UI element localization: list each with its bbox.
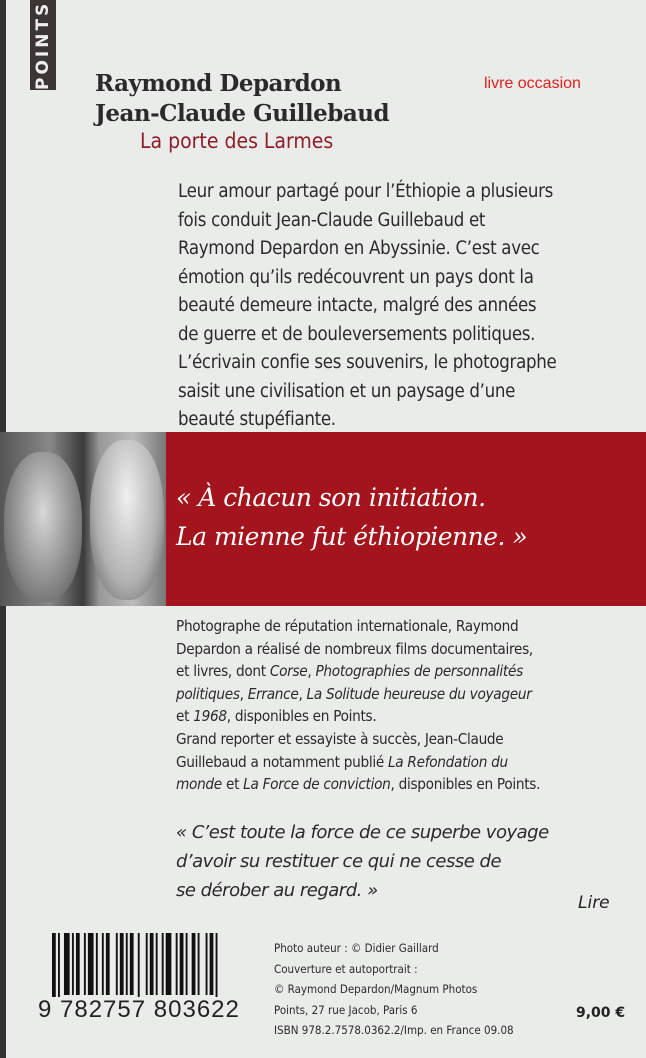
barcode-bar: [206, 933, 208, 995]
barcode-bar: [162, 933, 164, 995]
author-bio: [176, 615, 540, 796]
barcode-bar: [116, 933, 118, 995]
bio-text: ,: [307, 662, 316, 681]
pull-quote: [176, 478, 527, 556]
press-review: [176, 818, 549, 905]
bio-line: [176, 728, 540, 751]
barcode-bar: [130, 933, 134, 995]
barcode-bar: [64, 933, 70, 995]
blurb-line: saisit une civilisation et un paysage d’une: [178, 380, 516, 402]
barcode-bar: [84, 933, 86, 995]
barcode-bar: [72, 933, 74, 995]
blurb-line: beauté stupéfiante.: [178, 409, 336, 430]
barcode-bar: [88, 933, 94, 995]
credits: [274, 938, 514, 1041]
blurb-line: L’écrivain confie ses souvenirs, le photographe: [178, 352, 557, 373]
credit-line: Couverture et autoportrait :: [274, 961, 418, 976]
barcode-bar: [180, 933, 184, 995]
review-line: se dérober au regard. »: [176, 880, 378, 901]
blurb-line: émotion qu’ils redécouvrent un pays dont la: [178, 266, 534, 288]
barcode-bar: [102, 933, 104, 995]
bio-text: et livres, dont: [176, 662, 270, 681]
book-title-ref: La Solitude heureuse du voyageur: [306, 684, 532, 703]
book-title-ref: Photographies de personnalités: [315, 662, 523, 681]
used-book-label: livre occasion: [484, 75, 581, 92]
bio-text: et: [176, 707, 194, 726]
barcode-bar: [198, 933, 200, 995]
review-line: « C’est toute la force de ce superbe voyage: [176, 822, 549, 843]
author-name: Raymond Depardon: [95, 70, 342, 97]
barcode-bar: [106, 933, 110, 995]
author-name: Jean-Claude Guillebaud: [95, 100, 390, 127]
quote-line: « À chacun son initiation.: [176, 483, 486, 512]
review-line: d’avoir su restituer ce qui ne cesse de: [176, 851, 502, 872]
bio-text: Guillebaud a notamment publié: [176, 752, 388, 771]
bio-text: Depardon a réalisé de nombreux films documentaires,: [176, 639, 533, 658]
book-title-ref: La Force de conviction: [243, 775, 391, 794]
barcode-bar: [120, 933, 124, 995]
review-source: Lire: [578, 893, 610, 913]
isbn-line: ISBN 978.2.7578.0362.2/Imp. en France 09.08: [274, 1023, 514, 1037]
blurb-line: Leur amour partagé pour l’Éthiopie a plusieurs: [178, 181, 554, 202]
barcode-bar: [52, 933, 56, 997]
author-photo-depardon: [4, 452, 82, 602]
book-title-ref: monde: [176, 775, 222, 794]
book-title-ref: 1968: [193, 707, 227, 726]
barcode-bar: [210, 933, 214, 995]
barcode-bar: [192, 933, 196, 995]
bio-line: [176, 773, 540, 796]
bio-text: ,: [239, 684, 248, 703]
credit-line: Points, 27 rue Jacob, Paris 6: [274, 1002, 418, 1017]
barcode-bar: [156, 933, 158, 995]
blurb-line: Raymond Depardon en Abyssinie. C’est avec: [178, 238, 540, 259]
barcode-bar: [138, 933, 140, 997]
bio-line: [176, 638, 540, 661]
bio-line: [176, 705, 540, 728]
bio-text: et: [221, 775, 244, 794]
barcode-bar: [126, 933, 128, 995]
price: 9,00 €: [576, 1005, 626, 1021]
bio-text: , disponibles en Points.: [390, 775, 541, 794]
barcode-number: 9 782757 803622: [38, 996, 240, 1023]
bio-text: , disponibles en Points.: [226, 707, 377, 726]
publisher-logo: POINTS: [30, 0, 56, 90]
credit-line: © Raymond Depardon/Magnum Photos: [274, 982, 478, 996]
blurb-line: de guerre et de bouleversements politiques.: [178, 323, 536, 345]
barcode-bar: [76, 933, 80, 995]
barcode-bar: [166, 933, 172, 995]
bio-line: [176, 660, 540, 683]
barcode-bar: [96, 933, 98, 995]
bio-text: Grand reporter et essayiste à succès, Jean-Claude: [176, 729, 504, 748]
book-title: La porte des Larmes: [140, 129, 334, 153]
book-title-ref: Corse: [269, 662, 308, 681]
book-title-ref: politiques: [176, 684, 240, 703]
barcode-bar: [58, 933, 60, 997]
bio-text: ,: [298, 684, 307, 703]
author-photos: [0, 432, 166, 606]
book-title-ref: La Refondation du: [387, 752, 508, 771]
bio-text: Photographe de réputation internationale, Raymond: [176, 617, 519, 635]
bio-line: [176, 683, 540, 706]
quote-line: La mienne fut éthiopienne. »: [176, 522, 528, 551]
barcode-bar: [216, 933, 218, 997]
author-photo-guillebaud: [90, 440, 164, 600]
bio-line: [176, 615, 540, 638]
blurb: [178, 178, 556, 435]
barcode: [52, 933, 260, 997]
credit-line: Photo auteur : © Didier Gaillard: [274, 941, 439, 955]
barcode-bar: [186, 933, 188, 995]
barcode-bar: [146, 933, 148, 995]
bio-line: [176, 751, 540, 774]
barcode-bar: [150, 933, 154, 995]
book-title-ref: Errance: [247, 684, 299, 703]
barcode-bar: [176, 933, 178, 995]
blurb-line: beauté demeure intacte, malgré des années: [178, 295, 537, 316]
blurb-line: fois conduit Jean-Claude Guillebaud et: [178, 209, 486, 231]
